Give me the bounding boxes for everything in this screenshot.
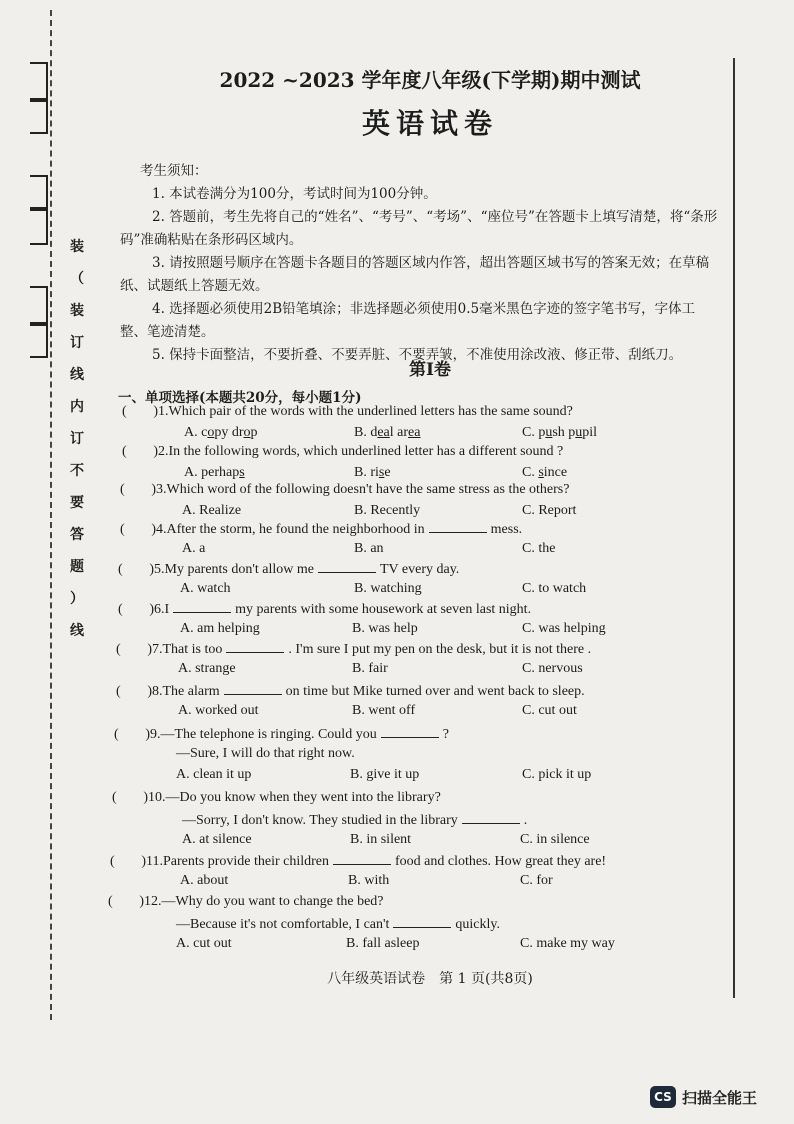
paren-open: ( — [118, 602, 123, 617]
underlined-letters: ea — [408, 425, 421, 440]
margin-char: 答 — [70, 527, 84, 543]
option-text: A. cut out — [176, 936, 232, 951]
option-text: C. make my way — [520, 936, 615, 951]
option-b — [352, 703, 415, 719]
paren-open: ( — [122, 404, 127, 419]
question-number: 2. — [158, 444, 169, 459]
seat-box-top — [30, 286, 48, 326]
underlined-letters: o — [207, 425, 215, 440]
question-stem — [110, 852, 606, 870]
option-b — [354, 503, 420, 519]
question-number: 12. — [144, 894, 162, 909]
candidate-notice — [120, 160, 720, 367]
answer-paren — [118, 562, 154, 578]
paren-close: ) — [153, 404, 158, 419]
question-text: I — [164, 602, 170, 617]
option-a — [182, 503, 241, 519]
question-number: 1. — [158, 404, 169, 419]
notice-item: 4. 选择题必须使用2B铅笔填涂；非选择题必须使用0.5毫米黑色字迹的签字笔书写，字体工整、笔迹清楚。 — [120, 301, 696, 340]
option-text: C. — [522, 465, 539, 480]
page-footer: 八年级英语试卷 第 1 页(共8页) — [327, 971, 533, 987]
option-a — [178, 703, 259, 719]
option-text: A. worked out — [178, 703, 259, 718]
question-stem — [116, 640, 591, 658]
question-stem — [112, 790, 441, 806]
underlined-letters: u — [575, 425, 583, 440]
option-c — [522, 661, 583, 677]
paren-open: ( — [116, 642, 121, 657]
question-text: The alarm — [162, 684, 220, 699]
question-text-after: ? — [442, 727, 449, 742]
option-text: B. fair — [352, 661, 388, 676]
option-a — [184, 425, 258, 441]
option-c — [522, 503, 576, 519]
question-number: 10. — [148, 790, 166, 805]
option-text: C. cut out — [522, 703, 577, 718]
paren-close: ) — [151, 522, 156, 537]
option-text: A. perhap — [184, 465, 240, 480]
name-box-top — [30, 62, 48, 102]
answer-paren — [122, 444, 158, 460]
option-c — [522, 581, 586, 597]
answer-paren — [116, 684, 152, 700]
margin-char: 线 — [70, 367, 84, 383]
option-a — [184, 465, 245, 481]
question-text: Which word of the following doesn't have the same stress as the others? — [166, 482, 570, 497]
question-text: That is too — [162, 642, 223, 657]
option-c — [522, 465, 567, 481]
question-text: —Why do you want to change the bed? — [161, 894, 384, 909]
answer-blank — [173, 600, 231, 613]
option-c — [520, 832, 590, 848]
option-text: B. with — [348, 873, 390, 888]
option-text: B. watching — [354, 581, 422, 596]
option-text: e — [384, 465, 391, 480]
dialogue-text: —Sure, I will do that right now. — [176, 746, 355, 761]
question-number: 6. — [154, 602, 165, 617]
question-number: 7. — [152, 642, 163, 657]
option-b — [354, 581, 422, 597]
paren-open: ( — [110, 854, 115, 869]
option-b — [352, 661, 388, 677]
answer-blank — [462, 811, 520, 824]
paren-open: ( — [122, 444, 127, 459]
question-text-after: my parents with some housework at seven last night. — [235, 602, 532, 617]
margin-char: 订 — [70, 431, 84, 447]
option-text: A. strange — [178, 661, 236, 676]
scanner-name: 扫描全能王 — [682, 1088, 758, 1107]
option-text: py dr — [214, 425, 244, 440]
margin-char: ） — [70, 591, 84, 607]
option-text: C. to watch — [522, 581, 587, 596]
dialogue-text-after: quickly. — [455, 917, 501, 932]
option-text: A. at silence — [182, 832, 252, 847]
question-number: 3. — [156, 482, 167, 497]
option-b — [350, 767, 419, 783]
option-text: B. in silent — [350, 832, 412, 847]
scanner-logo-icon: CS — [650, 1086, 676, 1108]
option-text: B. fall asleep — [346, 936, 420, 951]
question-number: 5. — [154, 562, 165, 577]
option-b — [348, 873, 389, 889]
option-text: l ar — [389, 425, 409, 440]
name-box-bottom — [30, 98, 48, 134]
answer-paren — [120, 522, 156, 538]
answer-paren — [120, 482, 156, 498]
question-number: 4. — [156, 522, 167, 537]
question-dialogue-line — [176, 915, 500, 933]
binding-dashed-line — [50, 10, 52, 1020]
option-c — [522, 425, 597, 441]
right-border-line — [733, 58, 735, 998]
notice-item: 3. 请按照题号顺序在答题卡各题目的答题区域内作答，超出答题区域书写的答案无效；在草稿纸、试题纸上答题无效。 — [120, 255, 710, 294]
option-text: A. about — [180, 873, 229, 888]
question-text-after: food and clothes. How great they are! — [395, 854, 607, 869]
paren-open: ( — [120, 482, 125, 497]
notice-heading: 考生须知： — [140, 163, 208, 179]
answer-blank — [226, 640, 284, 653]
question-text-after: mess. — [490, 522, 523, 537]
paren-close: ) — [141, 854, 146, 869]
seat-box-bottom — [30, 322, 48, 358]
paren-close: ) — [149, 602, 154, 617]
option-a — [176, 936, 232, 952]
margin-char: （ — [70, 271, 84, 287]
option-text: C. was helping — [522, 621, 606, 636]
option-text: B. an — [354, 541, 384, 556]
question-stem — [122, 444, 563, 460]
option-b — [350, 832, 411, 848]
option-text: A. c — [184, 425, 208, 440]
underlined-letters: s — [378, 465, 385, 480]
question-stem — [118, 600, 531, 618]
option-text: B. d — [354, 425, 378, 440]
part-heading: 一、单项选择(本题共20分，每小题1分) — [118, 390, 362, 406]
option-b — [354, 425, 420, 441]
exam-subtitle: 英语试卷 — [361, 107, 498, 140]
question-stem — [108, 894, 384, 910]
option-text: C. for — [520, 873, 553, 888]
option-c — [520, 936, 615, 952]
answer-blank — [333, 852, 391, 865]
question-text: In the following words, which underlined letter has a different sound ? — [168, 444, 564, 459]
paren-close: ) — [153, 444, 158, 459]
option-text: p — [250, 425, 258, 440]
exam-title: 2022 ~2023 学年度八年级(下学期)期中测试 — [219, 68, 641, 92]
margin-char: 订 — [70, 335, 84, 351]
option-text: C. the — [522, 541, 556, 556]
question-text: —Do you know when they went into the library? — [165, 790, 441, 805]
option-c — [522, 541, 555, 557]
question-number: 8. — [152, 684, 163, 699]
question-text: After the storm, he found the neighborhood in — [166, 522, 425, 537]
question-number: 11. — [146, 854, 163, 869]
question-text-after: on time but Mike turned over and went back to sleep. — [285, 684, 585, 699]
paren-close: ) — [149, 562, 154, 577]
dialogue-text: —Because it's not comfortable, I can't — [176, 917, 390, 932]
option-c — [522, 767, 591, 783]
option-text: ince — [543, 465, 568, 480]
question-stem — [114, 725, 449, 743]
option-text: B. ri — [354, 465, 379, 480]
underlined-letters: o — [243, 425, 251, 440]
answer-blank — [381, 725, 439, 738]
notice-item: 1. 本试卷满分为100分，考试时间为100分钟。 — [152, 186, 437, 202]
paren-close: ) — [139, 894, 144, 909]
question-dialogue-line — [182, 811, 527, 829]
margin-char: 题 — [70, 559, 84, 575]
option-text: C. nervous — [522, 661, 583, 676]
paren-open: ( — [120, 522, 125, 537]
paren-open: ( — [112, 790, 117, 805]
paren-open: ( — [108, 894, 113, 909]
option-text: A. am helping — [180, 621, 260, 636]
question-text: Which pair of the words with the underlined letters has the same sound? — [168, 404, 573, 419]
question-stem — [120, 520, 522, 538]
option-a — [182, 541, 205, 557]
answer-paren — [116, 642, 152, 658]
question-stem — [118, 560, 459, 578]
option-a — [182, 832, 252, 848]
question-text-after: TV every day. — [380, 562, 460, 577]
paren-open: ( — [118, 562, 123, 577]
underlined-letters: s — [538, 465, 544, 480]
option-text: A. watch — [180, 581, 231, 596]
question-text: —The telephone is ringing. Could you — [160, 727, 377, 742]
option-text: A. clean it up — [176, 767, 252, 782]
answer-blank — [224, 682, 282, 695]
underlined-letters: s — [239, 465, 245, 480]
answer-blank — [393, 915, 451, 928]
question-text: My parents don't allow me — [164, 562, 314, 577]
section-title: 第Ⅰ卷 — [409, 360, 451, 380]
margin-char: 线 — [70, 623, 84, 639]
margin-char: 不 — [70, 463, 84, 479]
option-text: B. give it up — [350, 767, 420, 782]
option-a — [178, 661, 236, 677]
option-b — [346, 936, 419, 952]
answer-blank — [318, 560, 376, 573]
answer-paren — [122, 404, 158, 420]
option-text: C. pick it up — [522, 767, 592, 782]
margin-char: 装 — [70, 239, 84, 255]
question-number: 9. — [150, 727, 161, 742]
answer-paren — [112, 790, 148, 806]
option-c — [520, 873, 553, 889]
option-text: sh p — [552, 425, 576, 440]
answer-paren — [108, 894, 144, 910]
paren-open: ( — [116, 684, 121, 699]
margin-char: 内 — [70, 399, 84, 415]
question-stem — [116, 682, 585, 700]
paren-close: ) — [151, 482, 156, 497]
option-a — [180, 621, 260, 637]
id-box-bottom — [30, 207, 48, 245]
option-text: C. Report — [522, 503, 577, 518]
answer-paren — [118, 602, 154, 618]
answer-paren — [110, 854, 146, 870]
paren-close: ) — [145, 727, 150, 742]
binding-margin-text — [62, 240, 92, 656]
question-text: Parents provide their children — [162, 854, 329, 869]
option-c — [522, 703, 577, 719]
dialogue-text: —Sorry, I don't know. They studied in the library — [182, 813, 458, 828]
option-text: B. went off — [352, 703, 416, 718]
option-text: A. Realize — [182, 503, 242, 518]
option-text: A. a — [182, 541, 206, 556]
option-text: pil — [582, 425, 598, 440]
paren-open: ( — [114, 727, 119, 742]
option-b — [354, 465, 391, 481]
notice-item: 5. 保持卡面整洁，不要折叠、不要弄脏、不要弄皱，不准使用涂改液、修正带、刮纸刀。 — [152, 347, 683, 363]
option-text: B. Recently — [354, 503, 421, 518]
option-text: B. was help — [352, 621, 418, 636]
notice-item: 2. 答题前，考生先将自己的“姓名”、“考号”、“考场”、“座位号”在答题卡上填写清楚，将“条形码”准确粘贴在条形码区域内。 — [120, 209, 718, 248]
option-c — [522, 621, 606, 637]
id-box-top — [30, 175, 48, 211]
option-b — [354, 541, 384, 557]
answer-paren — [114, 727, 150, 743]
question-text-after: . I'm sure I put my pen on the desk, but it is not there . — [288, 642, 592, 657]
option-a — [180, 873, 228, 889]
option-b — [352, 621, 418, 637]
margin-char: 要 — [70, 495, 84, 511]
question-stem — [122, 404, 573, 420]
paren-close: ) — [147, 684, 152, 699]
dialogue-text-after: . — [523, 813, 528, 828]
paren-close: ) — [143, 790, 148, 805]
option-a — [176, 767, 251, 783]
scanner-watermark — [650, 1086, 757, 1108]
underlined-letters: ea — [377, 425, 390, 440]
question-dialogue-line — [176, 746, 355, 762]
paren-close: ) — [147, 642, 152, 657]
margin-char: 装 — [70, 303, 84, 319]
answer-blank — [429, 520, 487, 533]
question-stem — [120, 482, 569, 498]
underlined-letters: u — [545, 425, 553, 440]
option-a — [180, 581, 231, 597]
option-text: C. in silence — [520, 832, 590, 847]
option-text: C. p — [522, 425, 546, 440]
